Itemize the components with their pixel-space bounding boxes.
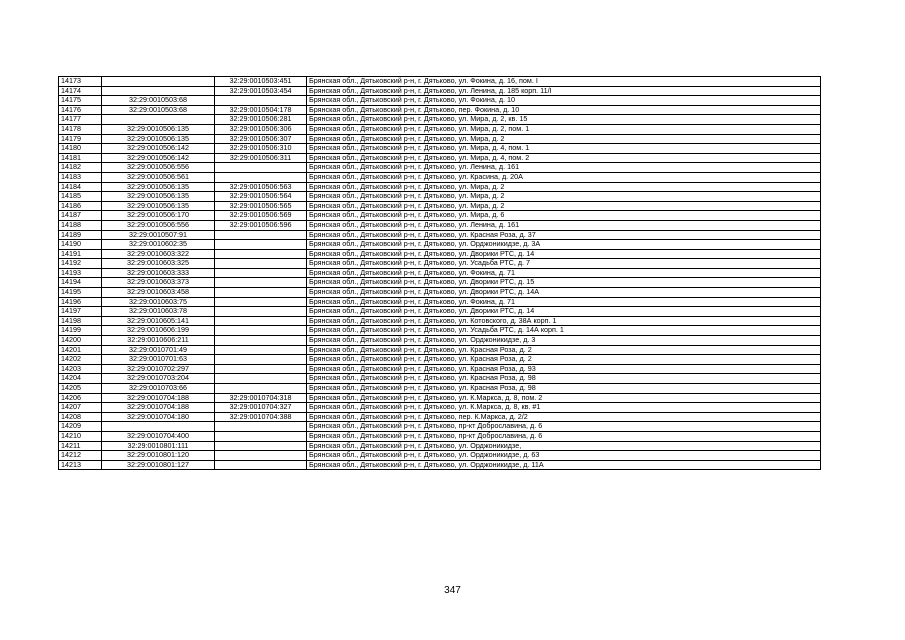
row-number-cell: 14185 <box>59 192 102 202</box>
row-number-cell: 14177 <box>59 115 102 125</box>
object-cadastral-number-cell <box>215 364 307 374</box>
row-number-cell: 14206 <box>59 393 102 403</box>
parcel-cadastral-number-cell: 32:29:0010606:199 <box>102 326 215 336</box>
object-cadastral-number-cell <box>215 163 307 173</box>
table-row <box>59 345 821 355</box>
table-row <box>59 240 821 250</box>
address-cell: Брянская обл., Дятьковский р-н, г. Дятьково, ул. Мира, д. 2 <box>307 182 821 192</box>
table-row <box>59 355 821 365</box>
parcel-cadastral-number-cell: 32:29:0010506:561 <box>102 172 215 182</box>
address-cell: Брянская обл., Дятьковский р-н, г. Дятьково, ул. Мира, д. 2 <box>307 192 821 202</box>
address-cell: Брянская обл., Дятьковский р-н, г. Дятьково, ул. Ленина, д. 161 <box>307 220 821 230</box>
parcel-cadastral-number-cell: 32:29:0010506:556 <box>102 163 215 173</box>
address-cell: Брянская обл., Дятьковский р-н, г. Дятьково, ул. Красная Роза, д. 98 <box>307 374 821 384</box>
object-cadastral-number-cell: 32:29:0010506:569 <box>215 211 307 221</box>
parcel-cadastral-number-cell: 32:29:0010506:142 <box>102 153 215 163</box>
parcel-cadastral-number-cell: 32:29:0010704:400 <box>102 431 215 441</box>
object-cadastral-number-cell: 32:29:0010704:318 <box>215 393 307 403</box>
address-cell: Брянская обл., Дятьковский р-н, г. Дятьково, ул. Красная Роза, д. 2 <box>307 345 821 355</box>
page-number: 347 <box>444 585 461 596</box>
object-cadastral-number-cell: 32:29:0010506:565 <box>215 201 307 211</box>
table-row <box>59 460 821 470</box>
object-cadastral-number-cell: 32:29:0010506:311 <box>215 153 307 163</box>
table-row <box>59 451 821 461</box>
parcel-cadastral-number-cell: 32:29:0010603:78 <box>102 307 215 317</box>
object-cadastral-number-cell <box>215 96 307 106</box>
parcel-cadastral-number-cell: 32:29:0010503:68 <box>102 105 215 115</box>
row-number-cell: 14213 <box>59 460 102 470</box>
object-cadastral-number-cell: 32:29:0010506:310 <box>215 144 307 154</box>
address-cell: Брянская обл., Дятьковский р-н, г. Дятьково, ул. Ленина, д. 161 <box>307 163 821 173</box>
table-row <box>59 77 821 87</box>
object-cadastral-number-cell <box>215 345 307 355</box>
address-cell: Брянская обл., Дятьковский р-н, г. Дятьково, ул. Мира, д. 4, пом. 1 <box>307 144 821 154</box>
table-row <box>59 134 821 144</box>
object-cadastral-number-cell <box>215 249 307 259</box>
parcel-cadastral-number-cell: 32:29:0010703:204 <box>102 374 215 384</box>
row-number-cell: 14198 <box>59 316 102 326</box>
parcel-cadastral-number-cell: 32:29:0010704:180 <box>102 412 215 422</box>
parcel-cadastral-number-cell: 32:29:0010506:142 <box>102 144 215 154</box>
table-row <box>59 96 821 106</box>
row-number-cell: 14207 <box>59 403 102 413</box>
table-row <box>59 431 821 441</box>
address-cell: Брянская обл., Дятьковский р-н, г. Дятьково, пр-кт Доброславина, д. 6 <box>307 431 821 441</box>
address-cell: Брянская обл., Дятьковский р-н, г. Дятьково, ул. Красная Роза, д. 2 <box>307 355 821 365</box>
object-cadastral-number-cell: 32:29:0010506:563 <box>215 182 307 192</box>
parcel-cadastral-number-cell: 32:29:0010603:458 <box>102 288 215 298</box>
object-cadastral-number-cell: 32:29:0010506:596 <box>215 220 307 230</box>
address-cell: Брянская обл., Дятьковский р-н, г. Дятьково, ул. Мира, д. 2 <box>307 134 821 144</box>
address-cell: Брянская обл., Дятьковский р-н, г. Дятьково, ул. Фокина, д. 71 <box>307 268 821 278</box>
address-cell: Брянская обл., Дятьковский р-н, г. Дятьково, ул. К.Маркса, д. 8, кв. #1 <box>307 403 821 413</box>
row-number-cell: 14186 <box>59 201 102 211</box>
table-row <box>59 268 821 278</box>
parcel-cadastral-number-cell: 32:29:0010603:373 <box>102 278 215 288</box>
address-cell: Брянская обл., Дятьковский р-н, г. Дятьково, ул. Дворики РТС, д. 14А <box>307 288 821 298</box>
object-cadastral-number-cell <box>215 230 307 240</box>
row-number-cell: 14200 <box>59 336 102 346</box>
object-cadastral-number-cell <box>215 172 307 182</box>
parcel-cadastral-number-cell: 32:29:0010507:91 <box>102 230 215 240</box>
table-row <box>59 201 821 211</box>
table-row <box>59 259 821 269</box>
table-row <box>59 278 821 288</box>
table-row <box>59 105 821 115</box>
table-row <box>59 288 821 298</box>
row-number-cell: 14193 <box>59 268 102 278</box>
row-number-cell: 14212 <box>59 451 102 461</box>
table-row <box>59 364 821 374</box>
object-cadastral-number-cell <box>215 288 307 298</box>
row-number-cell: 14192 <box>59 259 102 269</box>
address-cell: Брянская обл., Дятьковский р-н, г. Дятьково, пер. К.Маркса, д. 2/2 <box>307 412 821 422</box>
object-cadastral-number-cell <box>215 374 307 384</box>
object-cadastral-number-cell: 32:29:0010506:307 <box>215 134 307 144</box>
row-number-cell: 14178 <box>59 124 102 134</box>
row-number-cell: 14184 <box>59 182 102 192</box>
row-number-cell: 14176 <box>59 105 102 115</box>
row-number-cell: 14209 <box>59 422 102 432</box>
parcel-cadastral-number-cell: 32:29:0010801:127 <box>102 460 215 470</box>
address-cell: Брянская обл., Дятьковский р-н, г. Дятьково, ул. Фокина, д. 16, пом. I <box>307 77 821 87</box>
table-row <box>59 393 821 403</box>
table-row <box>59 384 821 394</box>
table-row <box>59 297 821 307</box>
address-cell: Брянская обл., Дятьковский р-н, г. Дятьково, пр-кт Доброславина, д. 6 <box>307 422 821 432</box>
address-cell: Брянская обл., Дятьковский р-н, г. Дятьково, ул. Орджоникидзе, <box>307 441 821 451</box>
address-cell: Брянская обл., Дятьковский р-н, г. Дятьково, ул. Красная Роза, д. 37 <box>307 230 821 240</box>
table-row <box>59 403 821 413</box>
table-row <box>59 86 821 96</box>
object-cadastral-number-cell: 32:29:0010506:306 <box>215 124 307 134</box>
table-row <box>59 249 821 259</box>
object-cadastral-number-cell: 32:29:0010506:281 <box>215 115 307 125</box>
address-cell: Брянская обл., Дятьковский р-н, г. Дятьково, ул. Фокина, д. 10 <box>307 96 821 106</box>
address-cell: Брянская обл., Дятьковский р-н, г. Дятьково, ул. Красная Роза, д. 93 <box>307 364 821 374</box>
table-row <box>59 124 821 134</box>
parcel-cadastral-number-cell: 32:29:0010703:66 <box>102 384 215 394</box>
table-row <box>59 144 821 154</box>
row-number-cell: 14203 <box>59 364 102 374</box>
parcel-cadastral-number-cell: 32:29:0010801:120 <box>102 451 215 461</box>
object-cadastral-number-cell <box>215 431 307 441</box>
row-number-cell: 14194 <box>59 278 102 288</box>
parcel-cadastral-number-cell: 32:29:0010701:49 <box>102 345 215 355</box>
cadastral-table <box>58 76 821 470</box>
table-row <box>59 316 821 326</box>
row-number-cell: 14199 <box>59 326 102 336</box>
table-row <box>59 230 821 240</box>
row-number-cell: 14181 <box>59 153 102 163</box>
table-row <box>59 412 821 422</box>
address-cell: Брянская обл., Дятьковский р-н, г. Дятьково, ул. Орджоникидзе, д. 11А <box>307 460 821 470</box>
address-cell: Брянская обл., Дятьковский р-н, г. Дятьково, ул. Мира, д. 2, кв. 15 <box>307 115 821 125</box>
object-cadastral-number-cell <box>215 336 307 346</box>
table-row <box>59 336 821 346</box>
address-cell: Брянская обл., Дятьковский р-н, г. Дятьково, ул. Мира, д. 6 <box>307 211 821 221</box>
object-cadastral-number-cell <box>215 326 307 336</box>
parcel-cadastral-number-cell: 32:29:0010506:135 <box>102 134 215 144</box>
parcel-cadastral-number-cell: 32:29:0010603:322 <box>102 249 215 259</box>
row-number-cell: 14174 <box>59 86 102 96</box>
object-cadastral-number-cell <box>215 355 307 365</box>
row-number-cell: 14205 <box>59 384 102 394</box>
row-number-cell: 14190 <box>59 240 102 250</box>
table-row <box>59 211 821 221</box>
parcel-cadastral-number-cell: 32:29:0010506:135 <box>102 192 215 202</box>
object-cadastral-number-cell <box>215 316 307 326</box>
row-number-cell: 14188 <box>59 220 102 230</box>
object-cadastral-number-cell <box>215 451 307 461</box>
parcel-cadastral-number-cell: 32:29:0010704:188 <box>102 393 215 403</box>
object-cadastral-number-cell: 32:29:0010504:178 <box>215 105 307 115</box>
row-number-cell: 14202 <box>59 355 102 365</box>
address-cell: Брянская обл., Дятьковский р-н, г. Дятьково, ул. Котовского, д. 38А корп. 1 <box>307 316 821 326</box>
parcel-cadastral-number-cell: 32:29:0010506:556 <box>102 220 215 230</box>
parcel-cadastral-number-cell <box>102 422 215 432</box>
table-row <box>59 172 821 182</box>
address-cell: Брянская обл., Дятьковский р-н, г. Дятьково, ул. Ленина, д. 185 корп. 11/I <box>307 86 821 96</box>
row-number-cell: 14182 <box>59 163 102 173</box>
address-cell: Брянская обл., Дятьковский р-н, г. Дятьково, ул. Усадьба РТС, д. 14А корп. 1 <box>307 326 821 336</box>
object-cadastral-number-cell <box>215 460 307 470</box>
parcel-cadastral-number-cell <box>102 86 215 96</box>
table-row <box>59 115 821 125</box>
address-cell: Брянская обл., Дятьковский р-н, г. Дятьково, ул. Орджоникидзе, д. 3 <box>307 336 821 346</box>
table-body <box>59 77 821 470</box>
address-cell: Брянская обл., Дятьковский р-н, г. Дятьково, ул. Орджоникидзе, д. 3А <box>307 240 821 250</box>
parcel-cadastral-number-cell <box>102 77 215 87</box>
address-cell: Брянская обл., Дятьковский р-н, г. Дятьково, ул. Орджоникидзе, д. 63 <box>307 451 821 461</box>
object-cadastral-number-cell: 32:29:0010506:564 <box>215 192 307 202</box>
row-number-cell: 14191 <box>59 249 102 259</box>
row-number-cell: 14180 <box>59 144 102 154</box>
address-cell: Брянская обл., Дятьковский р-н, г. Дятьково, ул. Мира, д. 2, пом. 1 <box>307 124 821 134</box>
object-cadastral-number-cell: 32:29:0010503:451 <box>215 77 307 87</box>
address-cell: Брянская обл., Дятьковский р-н, г. Дятьково, пер. Фокина, д. 10 <box>307 105 821 115</box>
parcel-cadastral-number-cell: 32:29:0010704:188 <box>102 403 215 413</box>
table-row <box>59 441 821 451</box>
object-cadastral-number-cell <box>215 307 307 317</box>
address-cell: Брянская обл., Дятьковский р-н, г. Дятьково, ул. Мира, д. 2 <box>307 201 821 211</box>
parcel-cadastral-number-cell: 32:29:0010801:111 <box>102 441 215 451</box>
parcel-cadastral-number-cell: 32:29:0010503:68 <box>102 96 215 106</box>
object-cadastral-number-cell <box>215 422 307 432</box>
parcel-cadastral-number-cell: 32:29:0010701:63 <box>102 355 215 365</box>
parcel-cadastral-number-cell: 32:29:0010506:135 <box>102 201 215 211</box>
parcel-cadastral-number-cell: 32:29:0010506:135 <box>102 182 215 192</box>
table-row <box>59 374 821 384</box>
row-number-cell: 14211 <box>59 441 102 451</box>
table-row <box>59 182 821 192</box>
table-row <box>59 326 821 336</box>
row-number-cell: 14179 <box>59 134 102 144</box>
object-cadastral-number-cell: 32:29:0010503:454 <box>215 86 307 96</box>
table-row <box>59 153 821 163</box>
row-number-cell: 14175 <box>59 96 102 106</box>
address-cell: Брянская обл., Дятьковский р-н, г. Дятьково, ул. Дворики РТС, д. 14 <box>307 249 821 259</box>
address-cell: Брянская обл., Дятьковский р-н, г. Дятьково, ул. К.Маркса, д. 8, пом. 2 <box>307 393 821 403</box>
address-cell: Брянская обл., Дятьковский р-н, г. Дятьково, ул. Дворики РТС, д. 15 <box>307 278 821 288</box>
row-number-cell: 14201 <box>59 345 102 355</box>
address-cell: Брянская обл., Дятьковский р-н, г. Дятьково, ул. Мира, д. 4, пом. 2 <box>307 153 821 163</box>
table-row <box>59 163 821 173</box>
parcel-cadastral-number-cell: 32:29:0010506:170 <box>102 211 215 221</box>
row-number-cell: 14173 <box>59 77 102 87</box>
row-number-cell: 14197 <box>59 307 102 317</box>
row-number-cell: 14208 <box>59 412 102 422</box>
object-cadastral-number-cell <box>215 268 307 278</box>
address-cell: Брянская обл., Дятьковский р-н, г. Дятьково, ул. Красная Роза, д. 98 <box>307 384 821 394</box>
address-cell: Брянская обл., Дятьковский р-н, г. Дятьково, ул. Фокина, д. 71 <box>307 297 821 307</box>
parcel-cadastral-number-cell: 32:29:0010602:35 <box>102 240 215 250</box>
parcel-cadastral-number-cell: 32:29:0010603:325 <box>102 259 215 269</box>
object-cadastral-number-cell <box>215 441 307 451</box>
object-cadastral-number-cell: 32:29:0010704:327 <box>215 403 307 413</box>
row-number-cell: 14210 <box>59 431 102 441</box>
parcel-cadastral-number-cell: 32:29:0010605:141 <box>102 316 215 326</box>
table-row <box>59 192 821 202</box>
row-number-cell: 14187 <box>59 211 102 221</box>
address-cell: Брянская обл., Дятьковский р-н, г. Дятьково, ул. Дворики РТС, д. 14 <box>307 307 821 317</box>
parcel-cadastral-number-cell <box>102 115 215 125</box>
row-number-cell: 14189 <box>59 230 102 240</box>
object-cadastral-number-cell <box>215 259 307 269</box>
address-cell: Брянская обл., Дятьковский р-н, г. Дятьково, ул. Красина, д. 20А <box>307 172 821 182</box>
address-cell: Брянская обл., Дятьковский р-н, г. Дятьково, ул. Усадьба РТС, д. 7 <box>307 259 821 269</box>
object-cadastral-number-cell <box>215 297 307 307</box>
row-number-cell: 14183 <box>59 172 102 182</box>
parcel-cadastral-number-cell: 32:29:0010603:333 <box>102 268 215 278</box>
row-number-cell: 14204 <box>59 374 102 384</box>
table-row <box>59 422 821 432</box>
parcel-cadastral-number-cell: 32:29:0010603:75 <box>102 297 215 307</box>
parcel-cadastral-number-cell: 32:29:0010702:297 <box>102 364 215 374</box>
object-cadastral-number-cell <box>215 278 307 288</box>
row-number-cell: 14196 <box>59 297 102 307</box>
object-cadastral-number-cell: 32:29:0010704:388 <box>215 412 307 422</box>
object-cadastral-number-cell <box>215 384 307 394</box>
parcel-cadastral-number-cell: 32:29:0010606:211 <box>102 336 215 346</box>
object-cadastral-number-cell <box>215 240 307 250</box>
table-row <box>59 220 821 230</box>
parcel-cadastral-number-cell: 32:29:0010506:135 <box>102 124 215 134</box>
table-row <box>59 307 821 317</box>
row-number-cell: 14195 <box>59 288 102 298</box>
